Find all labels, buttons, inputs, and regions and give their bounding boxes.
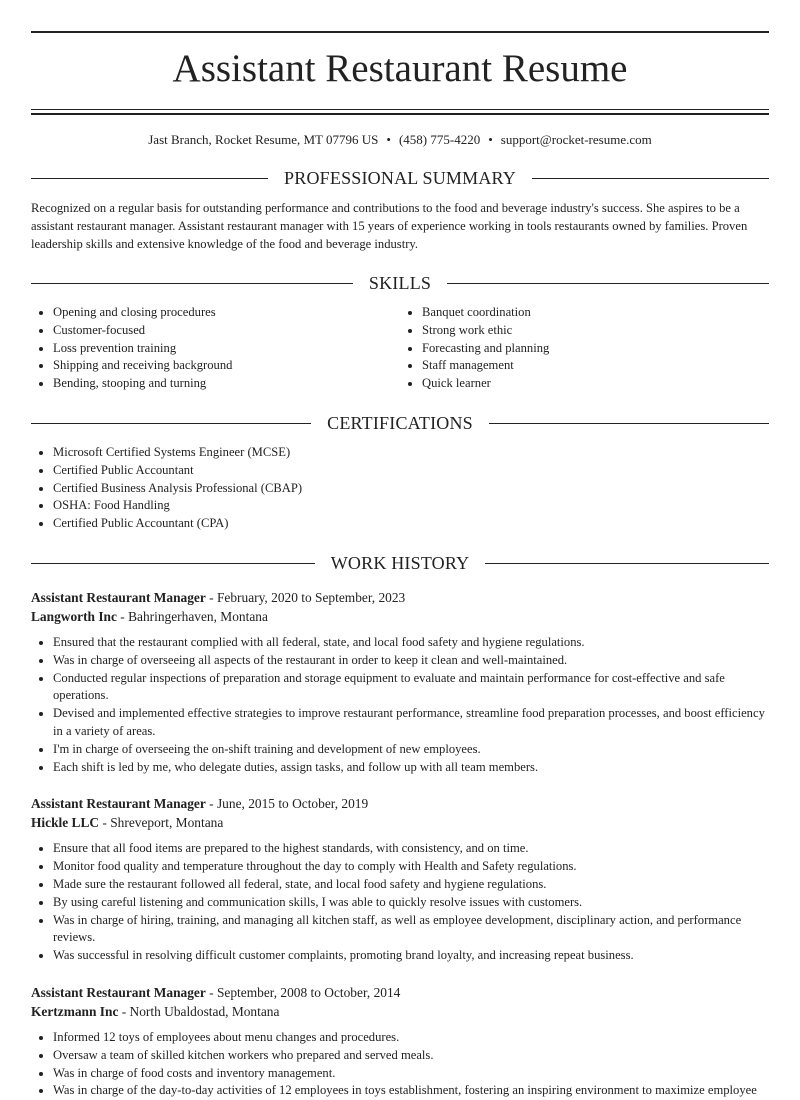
list-item: • Was successful in resolving difficult customer complaints, promoting brand loyalty, and increasing repeat business.: [53, 947, 769, 965]
separator: •: [488, 132, 493, 147]
job-bullets: [31, 840, 769, 965]
list-item: • Staff management: [422, 357, 769, 375]
list-item: • Strong work ethic: [422, 322, 769, 340]
job-bullets: [31, 1029, 769, 1100]
list-item: • Conducted regular inspections of preparation and storage equipment to evaluate and maintain performance for cost-effective and safe operations.: [53, 670, 769, 706]
list-item: • Quick learner: [422, 375, 769, 393]
contact-phone: (458) 775-4220: [398, 132, 481, 147]
list-item: • By using careful listening and communication skills, I was able to quickly resolve issues with customers.: [53, 894, 769, 912]
list-item: • Certified Public Accountant (CPA): [53, 515, 769, 533]
list-item: • Ensure that all food items are prepared to the highest standards, with consistency, and on time.: [53, 840, 769, 858]
job-dates: - September, 2008 to October, 2014: [205, 984, 401, 1000]
contact-email[interactable]: support@rocket-resume.com: [500, 132, 652, 147]
list-item: • OSHA: Food Handling: [53, 497, 769, 515]
title-double-rule: [31, 109, 769, 115]
list-item: • Loss prevention training: [53, 340, 400, 358]
list-item: • Forecasting and planning: [422, 340, 769, 358]
job-bullets: [31, 634, 769, 776]
section-header-work-history: [31, 553, 769, 574]
job-company: Langworth Inc: [31, 608, 117, 624]
list-item: • Opening and closing procedures: [53, 304, 400, 322]
skills-list: [31, 304, 769, 393]
skills-left: [31, 304, 400, 393]
list-item: • Microsoft Certified Systems Engineer (MCSE): [53, 444, 769, 462]
job-location: - Shreveport, Montana: [99, 815, 224, 831]
section-header-certifications: [31, 413, 769, 434]
job-dates: - June, 2015 to October, 2019: [205, 796, 369, 812]
job-title: Assistant Restaurant Manager: [31, 796, 206, 812]
separator: •: [386, 132, 391, 147]
list-item: • Made sure the restaurant followed all federal, state, and local food safety and hygiene regulations.: [53, 876, 769, 894]
resume-page: [0, 31, 800, 1100]
top-rule: [31, 31, 769, 33]
list-item: • Each shift is led by me, who delegate duties, assign tasks, and follow up with all team members.: [53, 759, 769, 777]
job-location: - North Ubaldostad, Montana: [118, 1003, 280, 1019]
job-entry: [31, 588, 769, 776]
list-item: • Informed 12 toys of employees about menu changes and procedures.: [53, 1029, 769, 1047]
job-company-line: [31, 607, 769, 626]
list-item: • Customer-focused: [53, 322, 400, 340]
list-item: • I'm in charge of overseeing the on-shift training and development of new employees.: [53, 741, 769, 759]
list-item: • Certified Public Accountant: [53, 462, 769, 480]
contact-line: [31, 132, 769, 148]
job-title-line: [31, 588, 769, 607]
job-company: Hickle LLC: [31, 815, 100, 831]
list-item: • Was in charge of the day-to-day activities of 12 employees in toys establishment, fostering an inspiring environment to maximize employee: [53, 1082, 769, 1100]
section-title: CERTIFICATIONS: [327, 412, 473, 433]
job-entry: [31, 794, 769, 965]
job-dates: - February, 2020 to September, 2023: [205, 589, 406, 605]
contact-address: Jast Branch, Rocket Resume, MT 07796 US: [148, 132, 379, 147]
section-header-skills: [31, 273, 769, 294]
list-item: • Was in charge of food costs and inventory management.: [53, 1065, 769, 1083]
job-company-line: [31, 813, 769, 832]
job-company: Kertzmann Inc: [31, 1003, 119, 1019]
list-item: • Certified Business Analysis Professional (CBAP): [53, 480, 769, 498]
list-item: • Shipping and receiving background: [53, 357, 400, 375]
job-title: Assistant Restaurant Manager: [31, 589, 206, 605]
section-title: SKILLS: [368, 273, 432, 293]
job-location: - Bahringerhaven, Montana: [116, 608, 268, 624]
section-title: PROFESSIONAL SUMMARY: [284, 168, 516, 188]
list-item: • Oversaw a team of skilled kitchen workers who prepared and served meals.: [53, 1047, 769, 1065]
job-entry: [31, 983, 769, 1100]
job-company-line: [31, 1002, 769, 1021]
list-item: • Devised and implemented effective strategies to improve restaurant performance, streamline food preparation processes, and boost efficiency in a variety of areas.: [53, 705, 769, 741]
job-title: Assistant Restaurant Manager: [31, 984, 206, 1000]
job-title-line: [31, 794, 769, 813]
list-item: • Was in charge of hiring, training, and managing all kitchen staff, as well as employee development, disciplinary action, and performance reviews.: [53, 912, 769, 948]
list-item: • Monitor food quality and temperature throughout the day to comply with Health and Safety regulations.: [53, 858, 769, 876]
work-history: [31, 588, 769, 1100]
list-item: • Bending, stooping and turning: [53, 375, 400, 393]
skills-right: [400, 304, 769, 393]
list-item: • Ensured that the restaurant complied with all federal, state, and local food safety and hygiene regulations.: [53, 634, 769, 652]
list-item: • Banquet coordination: [422, 304, 769, 322]
job-title-line: [31, 983, 769, 1002]
resume-title: Assistant Restaurant Resume: [172, 47, 628, 90]
summary-text: Recognized on a regular basis for outstanding performance and contributions to the food and beverage industry's success. She aspires to be a assistant restaurant manager. Assistant restaurant manager with 15 years of experience working in tools restaurants owned by families. Proven leadership skills and extensive knowledge of the food and beverage industry.: [31, 201, 748, 251]
certifications-list: [31, 444, 769, 533]
list-item: • Was in charge of overseeing all aspects of the restaurant in order to keep it clean and well-maintained.: [53, 652, 769, 670]
section-title: WORK HISTORY: [330, 552, 470, 573]
section-header-summary: [31, 168, 769, 189]
